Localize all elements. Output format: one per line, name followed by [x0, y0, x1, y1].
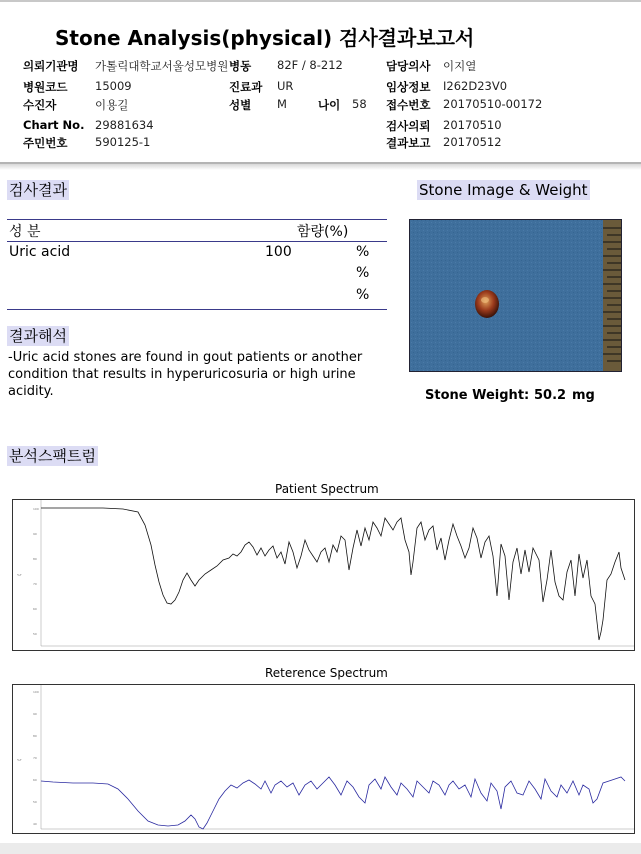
- sex-label: 성별: [229, 98, 252, 112]
- page-footer-bar: [0, 843, 641, 854]
- spectrum-section-title: 분석스팩트럼: [9, 447, 96, 465]
- resident-no-value: 590125-1: [95, 135, 151, 149]
- results-col-content: 함량(%): [297, 224, 349, 240]
- interpretation-text: -Uric acid stones are found in gout patients or another condition that results in hyperuricosuria or high urine acidity.: [8, 350, 363, 399]
- header-shadow: [0, 164, 641, 170]
- recipient-label: 수진자: [23, 98, 57, 112]
- result-row-unit: %: [356, 287, 370, 303]
- stone-weight-label: Stone Weight:: [425, 388, 530, 403]
- results-section-title: 검사결과: [9, 181, 67, 199]
- result-row-unit: %: [356, 265, 370, 281]
- reception-no-value: 20170510-00172: [443, 97, 543, 111]
- doctor-label: 담당의사: [386, 59, 431, 73]
- request-date-value: 20170510: [443, 118, 502, 132]
- svg-text:100: 100: [33, 690, 39, 694]
- request-date-label: 검사의뢰: [386, 119, 431, 133]
- result-row-component: Uric acid: [9, 244, 71, 260]
- reference-spectrum-title: Reterence Spectrum: [265, 666, 388, 680]
- ward-label: 병동: [229, 59, 252, 73]
- svg-text:90: 90: [33, 712, 37, 716]
- clinical-info-value: I262D23V0: [443, 79, 508, 93]
- recipient-value: 이용길: [95, 98, 129, 112]
- ward-value: 82F / 8-212: [277, 58, 343, 72]
- age-label: 나이: [318, 98, 341, 112]
- sex-value: M: [277, 97, 287, 111]
- svg-text:60: 60: [33, 778, 37, 782]
- institution-label: 의뢰기관명: [23, 59, 79, 73]
- reference-spectrum-plot: [12, 684, 635, 834]
- report-title: Stone Analysis(physical) 검사결과보고서: [55, 26, 475, 50]
- chart-no-label: Chart No.: [23, 118, 85, 132]
- results-col-component: 성 분: [9, 224, 41, 240]
- svg-text:%T: %T: [17, 573, 22, 577]
- svg-text:%T: %T: [17, 758, 22, 762]
- results-table-header-rule: [7, 241, 387, 242]
- patient-spectrum-plot: [12, 499, 635, 651]
- svg-text:50: 50: [33, 800, 37, 804]
- clinical-info-label: 임상정보: [386, 80, 431, 94]
- svg-text:50: 50: [33, 632, 37, 636]
- resident-no-label: 주민번호: [23, 136, 68, 150]
- hospital-code-value: 15009: [95, 79, 132, 93]
- chart-no-value: 29881634: [95, 118, 154, 132]
- stone-photo: [409, 219, 622, 372]
- interpretation-section-title: 결과해석: [9, 327, 67, 345]
- svg-text:70: 70: [33, 582, 37, 586]
- report-date-value: 20170512: [443, 135, 502, 149]
- results-table-bottom-rule: [7, 309, 387, 310]
- svg-text:40: 40: [33, 822, 37, 826]
- report-date-label: 결과보고: [386, 136, 431, 150]
- stone-section-title: Stone Image & Weight: [419, 181, 588, 199]
- dept-value: UR: [277, 79, 294, 93]
- svg-text:80: 80: [33, 734, 37, 738]
- svg-text:100: 100: [33, 507, 39, 511]
- age-value: 58: [352, 97, 367, 111]
- patient-spectrum-title: Patient Spectrum: [275, 482, 379, 496]
- svg-text:60: 60: [33, 607, 37, 611]
- svg-text:80: 80: [33, 557, 37, 561]
- reference-spectrum-line: [41, 777, 625, 829]
- hospital-code-label: 병원코드: [23, 80, 68, 94]
- patient-spectrum-line: [41, 508, 625, 640]
- dept-label: 진료과: [229, 80, 263, 94]
- stone-weight-value: 50.2: [534, 388, 567, 403]
- stone-weight-unit: mg: [572, 388, 595, 403]
- result-row-unit: %: [356, 244, 370, 260]
- result-row-value: 100: [265, 244, 292, 260]
- results-table-top-rule: [7, 219, 387, 220]
- doctor-value: 이지열: [443, 59, 477, 73]
- svg-text:90: 90: [33, 532, 37, 536]
- reception-no-label: 접수번호: [386, 98, 431, 112]
- svg-text:70: 70: [33, 756, 37, 760]
- institution-value: 가톨릭대학교서울성모병원: [95, 59, 229, 73]
- top-rule: [0, 0, 641, 2]
